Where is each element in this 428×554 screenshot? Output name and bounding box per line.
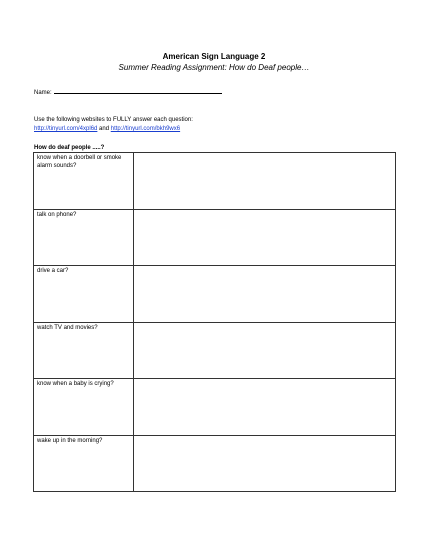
name-label: Name: xyxy=(34,90,52,96)
table-row xyxy=(34,435,396,492)
name-field-row xyxy=(34,87,222,97)
question-cell: talk on phone? xyxy=(34,209,134,266)
link-connector: and xyxy=(97,126,111,132)
table-row xyxy=(34,209,396,266)
answer-cell[interactable] xyxy=(134,379,396,436)
answer-cell[interactable] xyxy=(134,209,396,266)
question-cell: drive a car? xyxy=(34,266,134,323)
name-blank-line[interactable] xyxy=(54,87,222,94)
question-cell: know when a doorbell or smoke alarm sounds? xyxy=(34,153,134,210)
page-subtitle: Summer Reading Assignment: How do Deaf people… xyxy=(118,63,310,72)
table-row xyxy=(34,379,396,436)
table-heading: How do deaf people .....? xyxy=(34,145,105,151)
instructions-links xyxy=(34,125,180,133)
answer-cell[interactable] xyxy=(134,435,396,492)
table-row xyxy=(34,153,396,210)
answer-cell[interactable] xyxy=(134,153,396,210)
answer-cell[interactable] xyxy=(134,266,396,323)
table-row xyxy=(34,322,396,379)
website-link-1[interactable]: http://tinyurl.com/4xpl6d xyxy=(34,126,98,132)
page-title: American Sign Language 2 xyxy=(162,52,266,61)
question-cell: know when a baby is crying? xyxy=(34,379,134,436)
question-table xyxy=(33,152,396,492)
question-cell: wake up in the morning? xyxy=(34,435,134,492)
question-cell: watch TV and movies? xyxy=(34,322,134,379)
website-link-2[interactable]: http://tinyurl.com/bkh9wx6 xyxy=(110,126,181,132)
table-row xyxy=(34,266,396,323)
instructions-text: Use the following websites to FULLY answer each question: xyxy=(34,117,193,123)
answer-cell[interactable] xyxy=(134,322,396,379)
